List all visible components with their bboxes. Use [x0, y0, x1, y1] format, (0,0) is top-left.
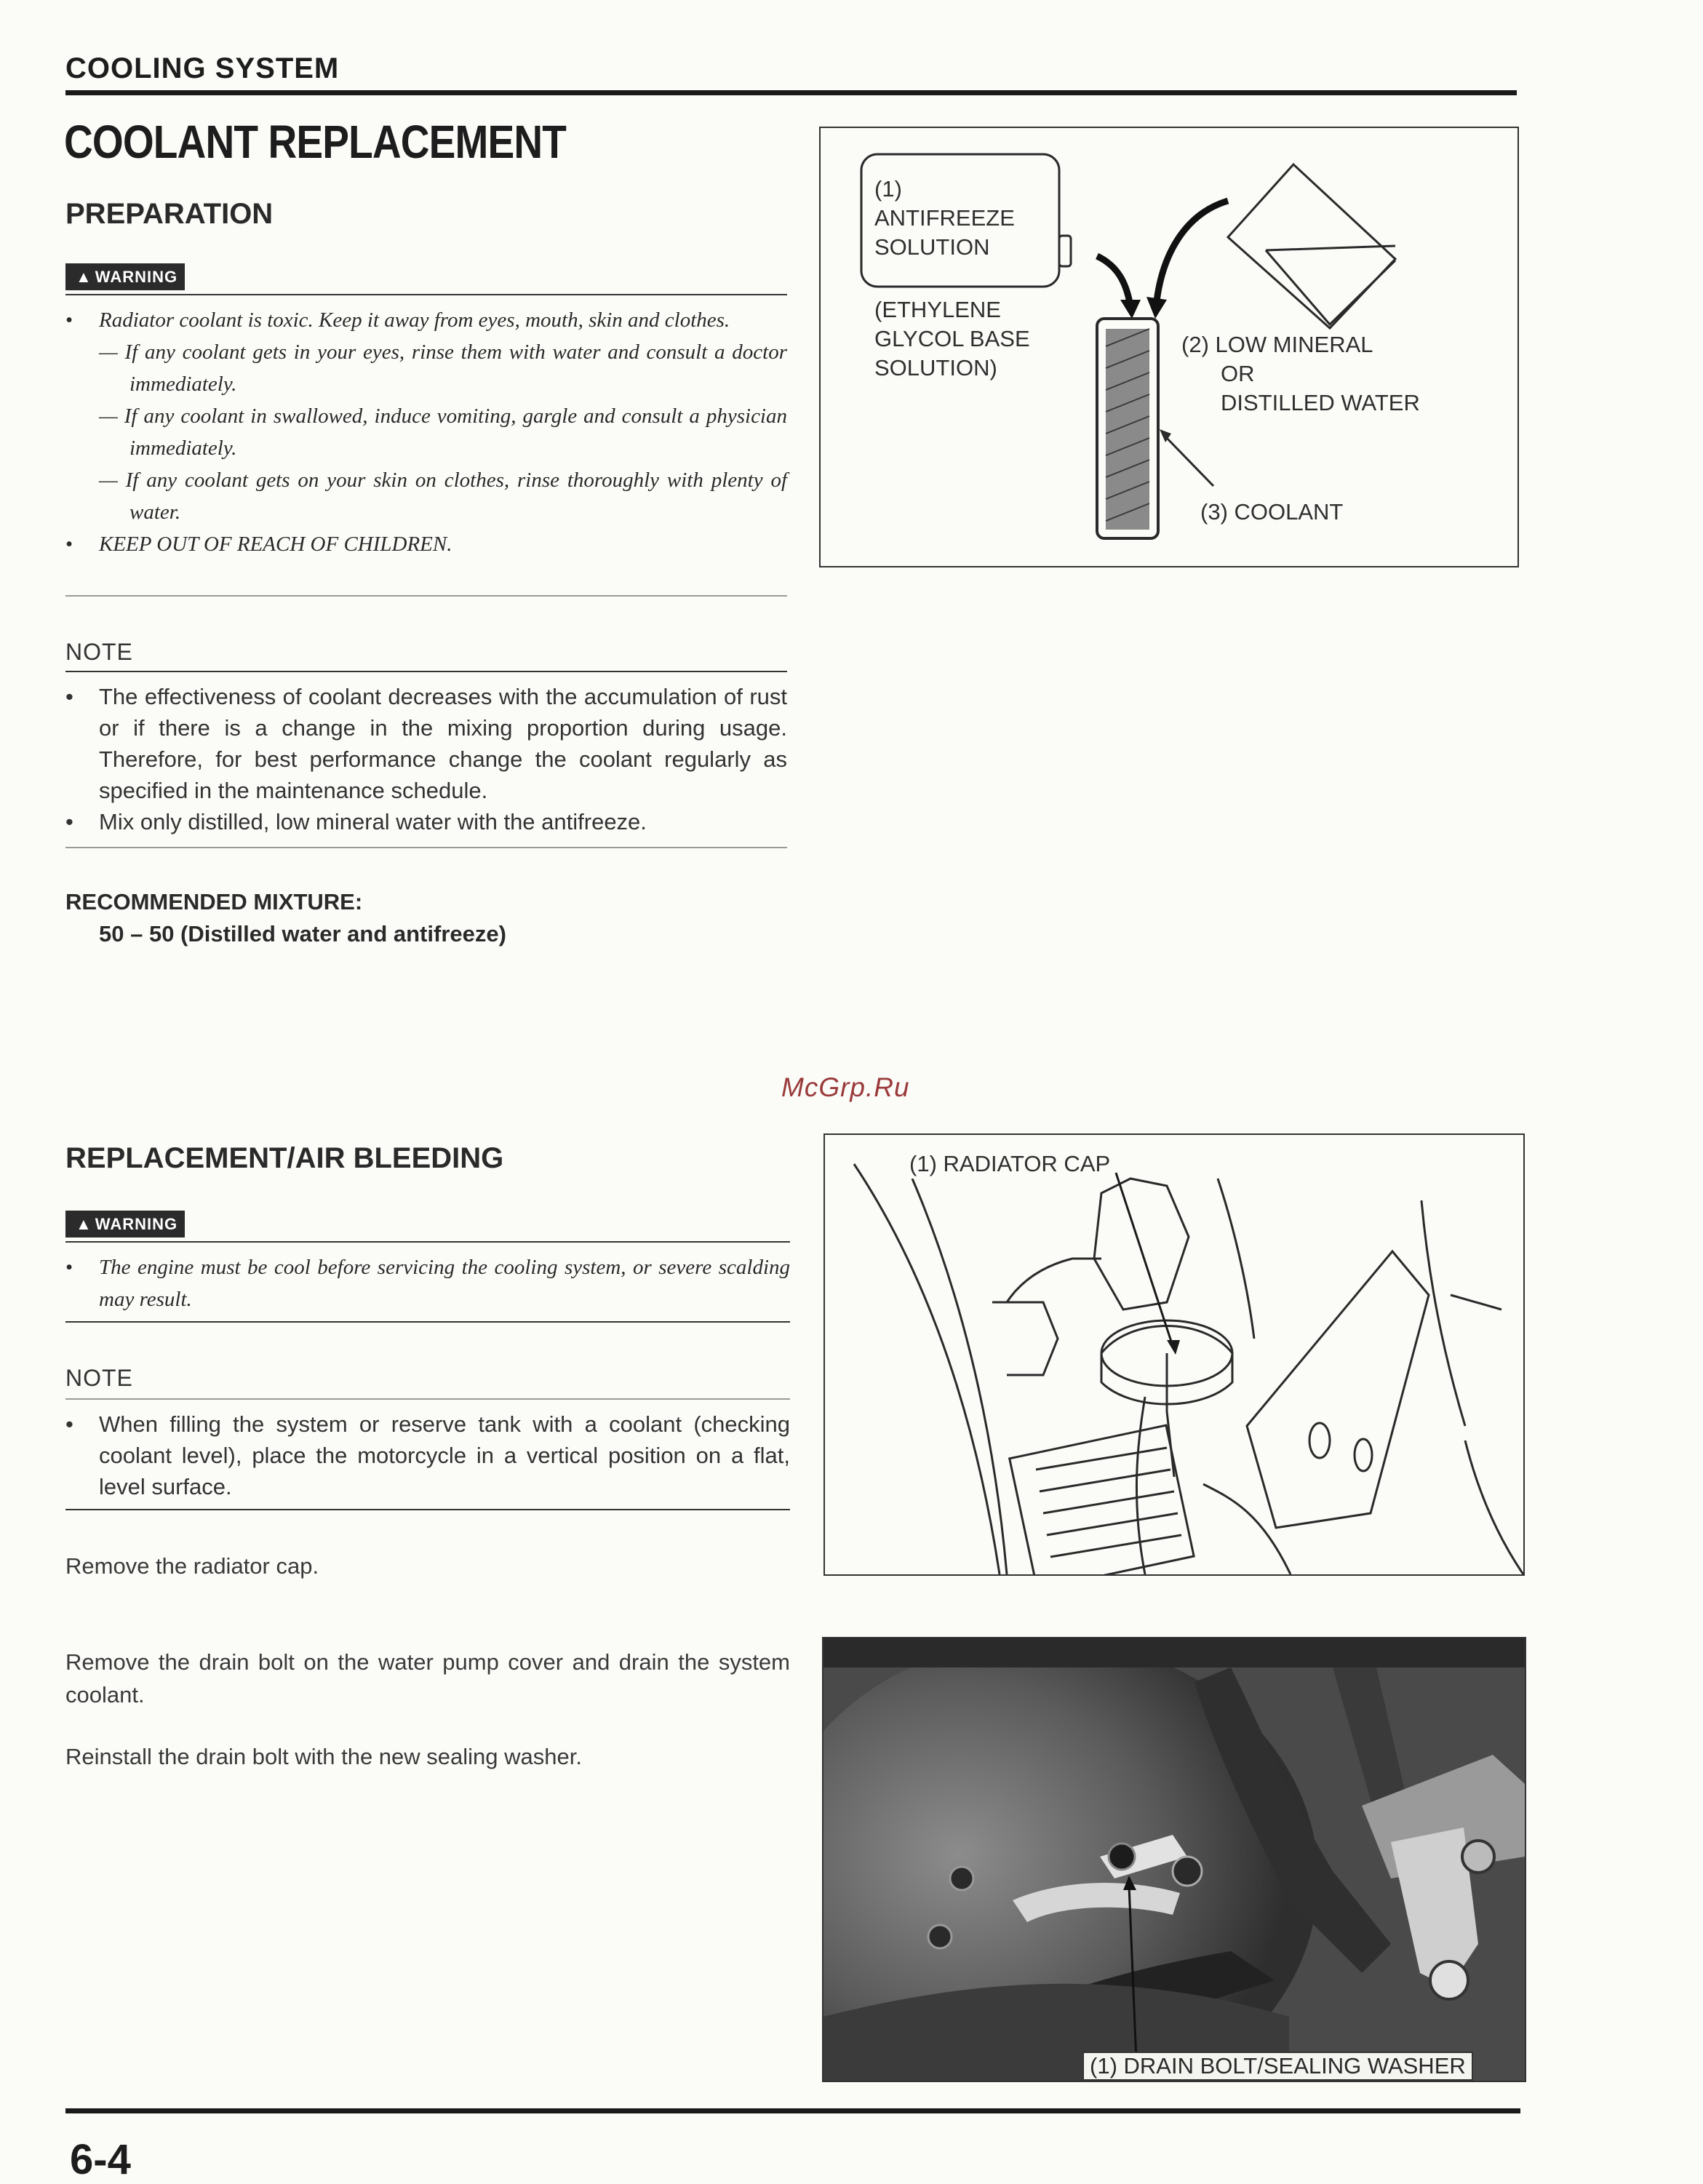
watermark: McGrp.Ru [781, 1072, 910, 1102]
preparation-warning [65, 304, 787, 560]
warning-top-rule [65, 294, 787, 295]
warning-badge [65, 1211, 185, 1238]
warning-top-rule [65, 1241, 790, 1243]
step-remove-drain-bolt: Remove the drain bolt on the water pump cover and drain the system coolant. [65, 1649, 790, 1707]
note-item: • The effectiveness of coolant decreases with the accumulation of rust or if there is a change in the mixing proportion during usage. Therefore, for best performance change the coolant regularly as specified in the maintenance schedule. [65, 684, 787, 803]
warning-subitem: — If any coolant gets in your eyes, rinse them with water and consult a doctor immediately. [99, 340, 787, 396]
note-bottom-rule [65, 1509, 790, 1510]
note-top-rule [65, 671, 787, 672]
warning-label: WARNING [95, 268, 178, 286]
drain-bolt-image [823, 1638, 1525, 2081]
preparation-heading: PREPARATION [65, 198, 274, 230]
warning-label: WARNING [95, 1215, 178, 1233]
antifreeze-label: (1) ANTIFREEZE SOLUTION [874, 176, 1015, 260]
radiator-cap-label: (1) RADIATOR CAP [905, 1149, 1114, 1179]
replacement-note [65, 1408, 790, 1502]
warning-item: • Radiator coolant is toxic. Keep it away from eyes, mouth, skin and clothes. [65, 308, 730, 332]
ethylene-label: (ETHYLENE GLYCOL BASE SOLUTION) [874, 297, 1030, 380]
note-label: NOTE [65, 639, 133, 665]
note-label: NOTE [65, 1365, 133, 1391]
note-item: • Mix only distilled, low mineral water with the antifreeze. [65, 809, 647, 834]
note-item: • When filling the system or reserve tank with a coolant (checking coolant level), place the motorcycle in a vertical position on a flat, level surface. [65, 1411, 790, 1499]
warning-triangle-icon: ▲ [76, 268, 92, 286]
warning-subitem: — If any coolant gets on your skin on clothes, rinse thoroughly with plenty of water. [99, 469, 787, 524]
step-reinstall-drain-bolt: Reinstall the drain bolt with the new sealing washer. [65, 1744, 582, 1769]
note-bottom-rule [65, 847, 787, 848]
preparation-note [65, 681, 787, 837]
page-title: COOLANT REPLACEMENT [64, 116, 566, 168]
radiator-cap-drawing [825, 1135, 1523, 1574]
coolant-mixture-figure [819, 127, 1519, 567]
step-remove-cap: Remove the radiator cap. [65, 1553, 319, 1579]
water-label: (2) LOW MINERAL OR DISTILLED WATER [1181, 332, 1420, 415]
warning-subitem: — If any coolant in swallowed, induce vomiting, gargle and consult a physician immediately. [99, 404, 787, 460]
warning-bottom-rule [65, 595, 787, 597]
header-rule [65, 90, 1517, 95]
note-top-rule [65, 1398, 790, 1400]
mixture-value: 50 – 50 (Distilled water and antifreeze) [99, 921, 506, 946]
drain-bolt-label: (1) DRAIN BOLT/SEALING WASHER [1082, 2052, 1473, 2081]
footer-rule [65, 2108, 1520, 2113]
replacement-warning [65, 1251, 790, 1315]
warning-badge [65, 263, 185, 290]
coolant-label: (3) COOLANT [1200, 499, 1344, 525]
warning-item: • KEEP OUT OF REACH OF CHILDREN. [65, 533, 452, 556]
mixture-label: RECOMMENDED MIXTURE: [65, 889, 363, 914]
section-header: COOLING SYSTEM [65, 52, 340, 84]
drain-bolt-photo [822, 1637, 1526, 2082]
replacement-heading: REPLACEMENT/AIR BLEEDING [65, 1142, 504, 1174]
page-number: 6-4 [70, 2136, 131, 2183]
warning-bottom-rule [65, 1321, 790, 1323]
warning-triangle-icon: ▲ [76, 1215, 92, 1233]
warning-item: • The engine must be cool before servicing the cooling system, or severe scalding may result. [65, 1256, 790, 1311]
radiator-cap-figure [823, 1133, 1525, 1576]
